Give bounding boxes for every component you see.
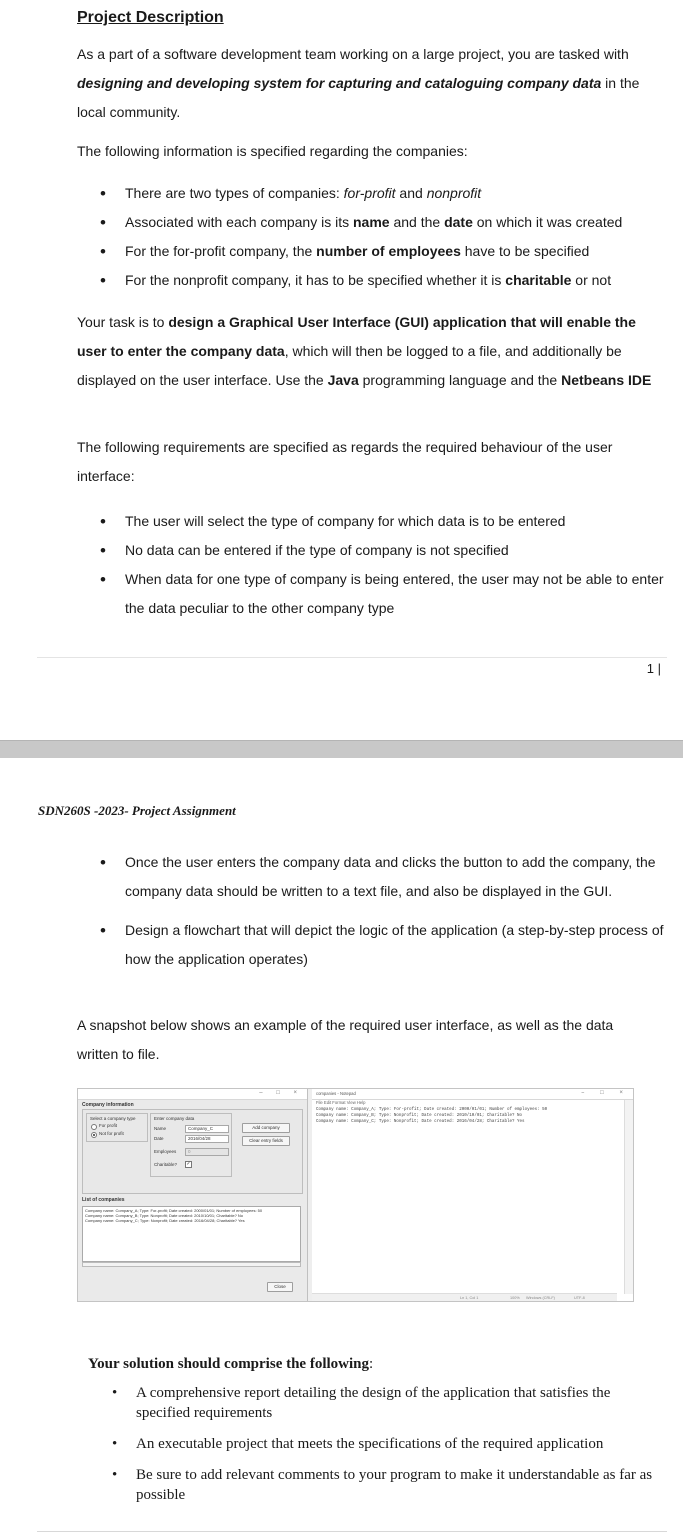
page-gap	[0, 740, 683, 759]
intro-text-a: As a part of a software development team working on a large project, you are tasked with	[77, 46, 629, 62]
app-screenshot	[77, 1088, 634, 1302]
enter-data-label: Enter company data	[154, 1116, 195, 1121]
file-line: Company name: Company_A; Type: For-profit; Date created: 2000/01/01; Number of employees: 50	[316, 1108, 548, 1112]
snapshot-intro: A snapshot below shows an example of the required user interface, as well as the data written to file.	[77, 1017, 614, 1062]
list-item: • Design a flowchart that will depict the logic of the application (a step-by-step process of how the application operates)	[96, 916, 666, 974]
company-info-title: Company information	[82, 1102, 134, 1108]
intro-paragraph	[77, 40, 652, 127]
clear-fields-button[interactable]: Clear entry fields	[242, 1136, 290, 1146]
bullet-emphasis: nonprofit	[426, 185, 482, 201]
list-item	[96, 208, 666, 237]
task-bold: Java	[327, 372, 359, 388]
list-item	[96, 179, 666, 208]
bullet-text: There are two types of companies:	[125, 185, 344, 201]
not-for-profit-label: Not for profit	[99, 1131, 124, 1136]
list-row: Company name: Company_C; Type: Nonprofit; Date created: 2016/04/28; Charitable? Yes	[85, 1218, 245, 1223]
bullet-text: and the	[389, 214, 445, 230]
intro-text-emphasis: designing and developing system for capturing and cataloguing company data	[77, 75, 602, 91]
solution-title-colon: :	[369, 1356, 374, 1372]
gui-titlebar	[78, 1089, 307, 1100]
list-item: • The user will select the type of company for which data is to be entered	[96, 507, 666, 536]
task-bold: design a Graphical User Interface (GUI) application that will enable the user to enter the company data	[77, 314, 636, 359]
notepad-titlebar	[312, 1089, 633, 1100]
bullet-bold: date	[444, 214, 473, 230]
solution-list	[108, 1383, 668, 1516]
list-item: • Once the user enters the company data and clicks the button to add the company, the company data should be written to a text file, and also be displayed in the GUI.	[96, 848, 666, 906]
employees-label: Employees	[154, 1149, 177, 1154]
task-paragraph	[77, 308, 655, 395]
notepad-menu[interactable]: File Edit Format View Help	[316, 1100, 366, 1105]
name-field[interactable]: Company_C	[185, 1125, 229, 1133]
charitable-checkbox[interactable]: ✓	[186, 1161, 191, 1167]
name-label: Name	[154, 1126, 167, 1131]
bullet-bold: number of employees	[316, 243, 461, 259]
list-scrollbar[interactable]	[82, 1262, 301, 1267]
bullet-text: and	[395, 185, 427, 201]
list-item: • Be sure to add relevant comments to your program to make it understandable as far as possible	[108, 1465, 668, 1505]
company-list[interactable]	[82, 1206, 301, 1262]
bullet-text: or not	[571, 272, 612, 288]
type-select-panel	[86, 1113, 148, 1142]
solution-title	[88, 1354, 373, 1374]
bullet-text: have to be specified	[460, 243, 590, 259]
page-heading: Project Description	[77, 9, 224, 26]
notepad-title: companies - Notepad	[316, 1091, 356, 1096]
list-item: • An executable project that meets the specifications of the required application	[108, 1434, 668, 1454]
file-line: Company name: Company_B; Type: Nonprofit; Date created: 2010/10/01; Charitable? No	[316, 1114, 523, 1118]
bullet-bold: name	[353, 214, 390, 230]
company-info-panel	[82, 1109, 303, 1194]
for-profit-radio[interactable]	[91, 1124, 97, 1130]
solution-title-text: Your solution should comprise the following	[88, 1356, 370, 1372]
footer-divider	[37, 657, 667, 658]
notepad-content[interactable]	[316, 1107, 547, 1125]
bullet-text: For the nonprofit company, it has to be specified whether it is	[125, 272, 506, 288]
bullet-text: For the for-profit company, the	[125, 243, 317, 259]
list-item: • No data can be entered if the type of company is not specified	[96, 536, 666, 565]
gui-window	[78, 1089, 308, 1301]
charitable-label: Charitable?	[154, 1162, 178, 1167]
list-row: Company name: Company_B; Type: Nonprofit; Date created: 2010/10/01; Charitable? No	[85, 1213, 244, 1218]
employees-field[interactable]: 0	[185, 1148, 229, 1156]
footer-divider	[37, 1531, 667, 1532]
task-text: , which will then be logged to a file, and additionally be displayed on the user interface. Use the	[77, 343, 622, 388]
task-bold: Netbeans IDE	[561, 372, 652, 388]
page-number: 1 |	[646, 661, 661, 676]
date-label: Date	[154, 1136, 164, 1141]
status-position: Ln 1, Col 1	[460, 1296, 479, 1300]
page-2	[0, 758, 683, 1533]
list-item: • A comprehensive report detailing the design of the application that satisfies the specified requirements	[108, 1383, 668, 1423]
add-company-button[interactable]: Add company	[242, 1123, 290, 1133]
bullet-text: on which it was created	[472, 214, 623, 230]
intro-text-c: in the local community.	[77, 75, 640, 120]
task-text: programming language and the	[358, 372, 562, 388]
info-intro: The following information is specified regarding the companies:	[77, 143, 468, 159]
list-item	[96, 266, 666, 295]
list-item: • When data for one type of company is being entered, the user may not be able to enter the data peculiar to the other company type	[96, 565, 666, 623]
bullet-bold: charitable	[505, 272, 572, 288]
select-type-label: Select a company type	[90, 1116, 136, 1121]
date-field[interactable]: 2016/04/28	[185, 1135, 229, 1143]
list-title: List of companies	[82, 1197, 125, 1203]
company-info-list	[96, 179, 666, 295]
page-1	[0, 0, 683, 740]
bullet-text: Associated with each company is its	[125, 214, 353, 230]
requirements-intro: The following requirements are specified as regards the required behaviour of the user interface:	[77, 439, 613, 484]
close-button[interactable]: Close	[267, 1282, 293, 1292]
status-eol: Windows (CRLF)	[526, 1296, 555, 1300]
window-controls[interactable]: – □ ×	[259, 1090, 303, 1096]
status-zoom: 100%	[510, 1296, 520, 1300]
list-item	[96, 237, 666, 266]
notepad-scrollbar[interactable]	[624, 1100, 633, 1294]
bullet-emphasis: for-profit	[343, 185, 396, 201]
window-controls[interactable]: – □ ×	[580, 1089, 629, 1096]
notepad-statusbar	[312, 1293, 617, 1301]
status-encoding: UTF-8	[574, 1296, 585, 1300]
company-data-panel	[150, 1113, 232, 1177]
task-text: Your task is to	[77, 314, 169, 330]
file-line: Company name: Company_C; Type: Nonprofit; Date created: 2016/04/28; Charitable? Yes	[316, 1120, 525, 1124]
page-header: SDN260S -2023- Project Assignment	[38, 803, 236, 818]
not-for-profit-radio[interactable]	[91, 1132, 97, 1138]
list-row: Company name: Company_A; Type: For-profit; Date created: 2000/01/01; Number of employees: 50	[85, 1208, 263, 1213]
for-profit-label: For profit	[99, 1123, 118, 1128]
notepad-window	[312, 1089, 633, 1301]
requirements-list	[96, 507, 666, 623]
requirements-list-cont	[96, 848, 666, 974]
